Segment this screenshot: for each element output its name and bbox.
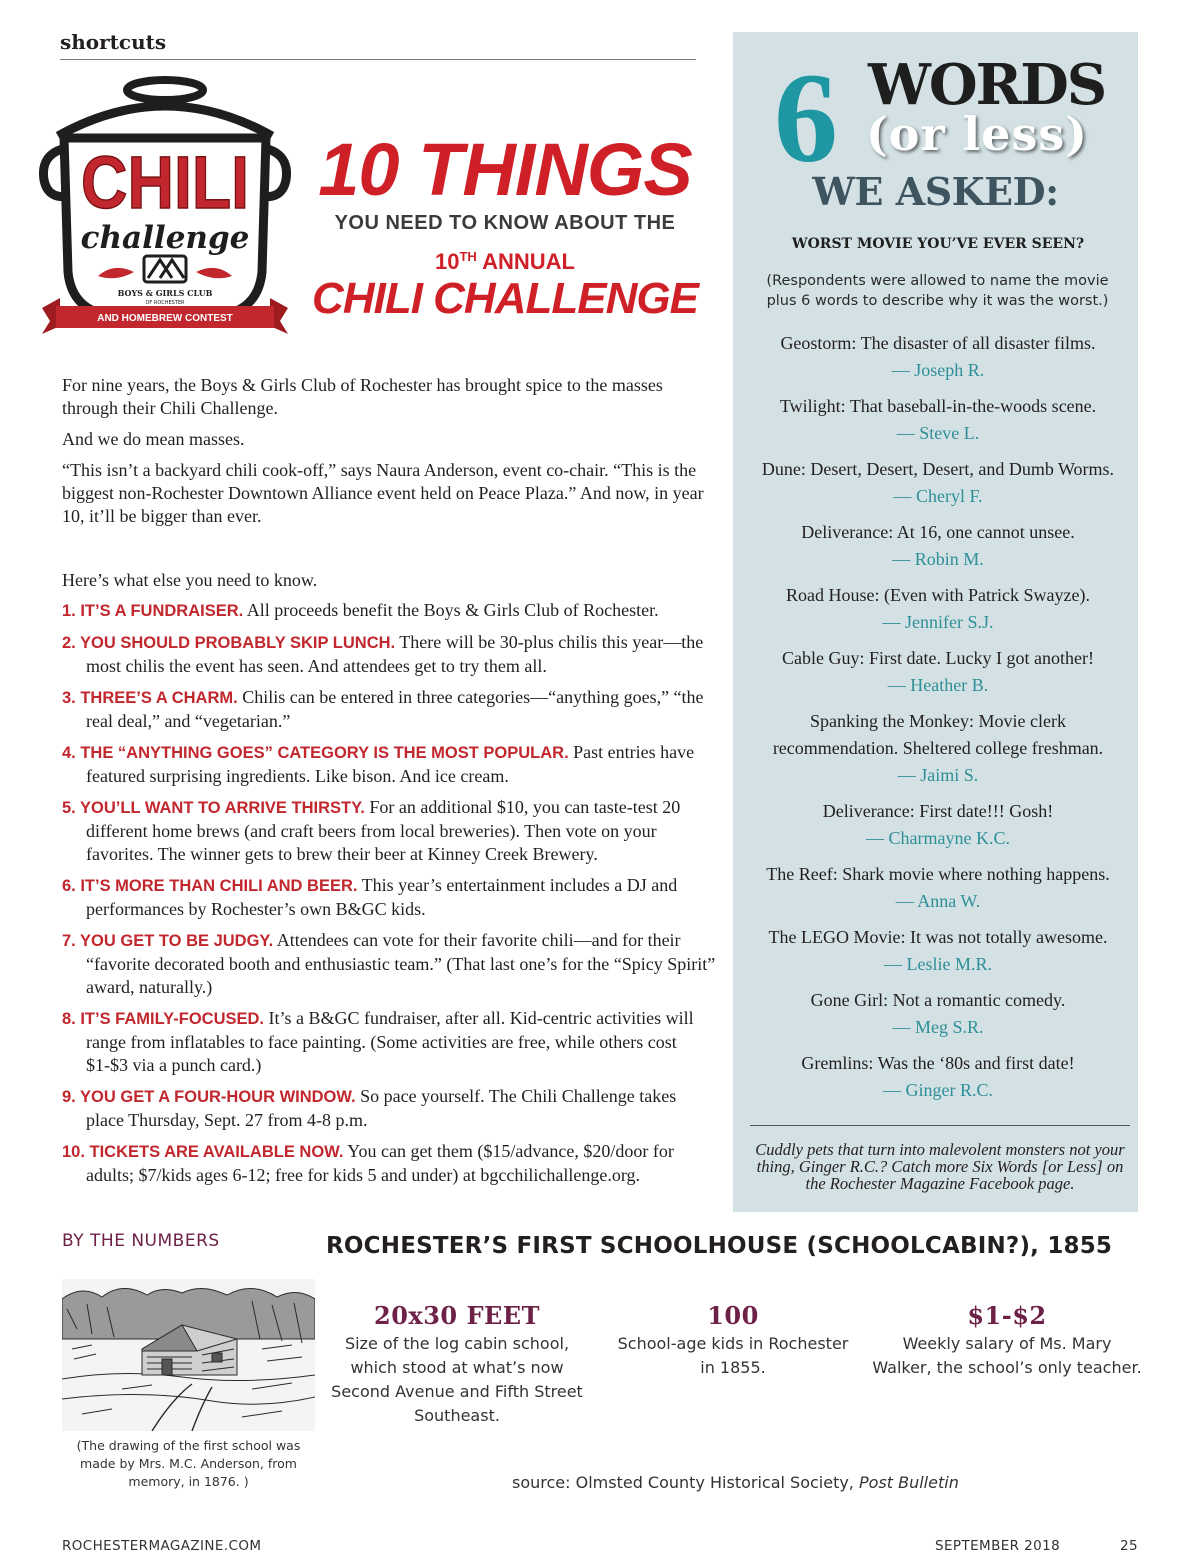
annual-label: ANNUAL <box>476 249 575 274</box>
source-text: source: Olmsted County Historical Society, <box>512 1473 859 1492</box>
answer <box>748 798 1128 852</box>
answer <box>748 861 1128 915</box>
stat-description: Weekly salary of Ms. Mary Walker, the school’s only teacher. <box>872 1334 1142 1377</box>
item-heading: 3. THREE’S A CHARM. <box>62 689 238 707</box>
item-heading: 5. YOU’LL WANT TO ARRIVE THIRSTY. <box>62 799 365 817</box>
answer-author: — Charmayne K.C. <box>866 828 1010 848</box>
by-the-numbers-title: ROCHESTER’S FIRST SCHOOLHOUSE (SCHOOLCABIN?), 1855 <box>326 1233 1113 1259</box>
answer-author: — Cheryl F. <box>893 486 983 506</box>
item-heading: 10. TICKETS ARE AVAILABLE NOW. <box>62 1143 344 1161</box>
answer-text: Road House: (Even with Patrick Swayze). <box>786 585 1090 605</box>
answers-list <box>748 330 1128 1113</box>
headline-annual <box>300 249 710 275</box>
list-item <box>62 686 718 733</box>
answer <box>748 330 1128 384</box>
headline-title: 10 THINGS <box>318 128 692 211</box>
list-item <box>62 599 718 623</box>
annual-ordinal: TH <box>459 249 477 264</box>
or-less-heading: (or less) <box>866 107 1088 161</box>
list-item <box>62 874 718 921</box>
page-number: 25 <box>1120 1538 1138 1554</box>
list-item <box>62 1140 718 1187</box>
stat-value: 100 <box>707 1301 759 1330</box>
answer <box>748 987 1128 1041</box>
list-item <box>62 631 718 678</box>
answer <box>748 924 1128 978</box>
footer-date: SEPTEMBER 2018 <box>935 1538 1061 1554</box>
answer-text: Gone Girl: Not a romantic comedy. <box>810 990 1066 1010</box>
answer <box>748 456 1128 510</box>
item-heading: 4. THE “ANYTHING GOES” CATEGORY IS THE MOST POPULAR. <box>62 744 569 762</box>
source-publication: Post Bulletin <box>858 1473 959 1492</box>
words-heading: WORDS <box>868 52 1106 118</box>
answer-author: — Jaimi S. <box>897 765 979 785</box>
answer-author: — Anna W. <box>895 891 981 911</box>
item-text: For an additional $10, you can taste-test 20 different home brews (and craft beers from local breweries). Then vote on your favorites. The winner gets to brew their beer at Kinney Creek Brewery. <box>86 797 681 864</box>
answer-text: Geostorm: The disaster of all disaster films. <box>780 333 1096 353</box>
six-numeral: 6 <box>774 47 838 189</box>
answer-text: Deliverance: First date!!! Gosh! <box>822 801 1054 821</box>
answer-text: Dune: Desert, Desert, Desert, and Dumb Worms. <box>761 459 1115 479</box>
item-text: All proceeds benefit the Boys & Girls Club of Rochester. <box>243 600 659 620</box>
answer-text: The Reef: Shark movie where nothing happens. <box>766 864 1110 884</box>
answer-text: Cable Guy: First date. Lucky I got another! <box>782 648 1094 668</box>
item-text: It’s a B&GC fundraiser, after all. Kid-centric activities will range from inflatables to face painting. (Some activities are free, while others cost $1-$3 via a punch card.) <box>86 1008 694 1075</box>
stat-salary <box>872 1301 1142 1380</box>
intro-paragraph: “This isn’t a backyard chili cook-off,” says Naura Anderson, event co-chair. “This is the biggest non-Rochester Downtown Alliance event held on Peace Plaza.” And now, in year 10, it’ll be bigger than ever. <box>62 460 704 526</box>
list-item <box>62 1007 718 1077</box>
item-heading: 2. YOU SHOULD PROBABLY SKIP LUNCH. <box>62 634 396 652</box>
answer-text: The LEGO Movie: It was not totally awesome. <box>768 927 1108 947</box>
item-text: Chilis can be entered in three categories—“anything goes,” “the real deal,” and “vegetarian.” <box>86 687 704 731</box>
stat-value: $1-$2 <box>967 1301 1047 1330</box>
intro-paragraph: And we do mean masses. <box>62 429 245 449</box>
section-label: shortcuts <box>60 30 167 54</box>
item-heading: 9. YOU GET A FOUR-HOUR WINDOW. <box>62 1088 356 1106</box>
footer-site: ROCHESTERMAGAZINE.COM <box>62 1538 262 1554</box>
answer <box>748 393 1128 447</box>
answer-author: — Steve L. <box>896 423 980 443</box>
headline-subtitle: YOU NEED TO KNOW ABOUT THE <box>334 212 676 234</box>
answer-text: Spanking the Monkey: Movie clerk recommendation. Sheltered college freshman. <box>772 711 1104 758</box>
item-heading: 1. IT’S A FUNDRAISER. <box>62 602 244 620</box>
logo-banner-text: AND HOMEBREW CONTEST <box>97 313 233 324</box>
list-item <box>62 1085 718 1132</box>
answer-text: Gremlins: Was the ‘80s and first date! <box>801 1053 1075 1073</box>
answer-author: — Leslie M.R. <box>884 954 992 974</box>
headline-event: CHILI CHALLENGE <box>312 274 698 323</box>
answer-author: — Meg S.R. <box>892 1017 984 1037</box>
ten-things-list <box>62 599 718 1195</box>
annual-number: 10 <box>434 249 460 274</box>
answer-author: — Jennifer S.J. <box>882 612 994 632</box>
list-item <box>62 796 718 866</box>
answer-author: — Ginger R.C. <box>883 1080 993 1100</box>
section-divider <box>60 59 696 60</box>
item-text: You can get them ($15/advance, $20/door for adults; $7/kids ages 6-12; free for kids 5 and under) at bgcchilichallenge.org. <box>86 1141 674 1185</box>
survey-question: WORST MOVIE YOU’VE EVER SEEN? <box>791 236 1085 252</box>
item-text: Attendees can vote for their favorite chili—and for their “favorite decorated booth and enthusiastic team.” (That last one’s for the “Spicy Spirit” award, naturally.) <box>86 930 716 997</box>
intro-lead-in: Here’s what else you need to know. <box>62 570 318 590</box>
item-heading: 6. IT’S MORE THAN CHILI AND BEER. <box>62 877 358 895</box>
list-item <box>62 929 718 999</box>
stat-kids <box>608 1301 858 1380</box>
answer-author: — Heather B. <box>887 675 989 695</box>
answer <box>748 645 1128 699</box>
answer-author: — Joseph R. <box>891 360 985 380</box>
answer <box>748 1050 1128 1104</box>
item-text: There will be 30-plus chilis this year—the most chilis the event has seen. And attendees get to try them all. <box>86 632 704 676</box>
sidebar-divider <box>750 1125 1130 1126</box>
stat-description: School-age kids in Rochester in 1855. <box>617 1334 849 1377</box>
stat-value: 20x30 FEET <box>374 1301 540 1330</box>
source-credit <box>512 1473 959 1492</box>
item-heading: 8. IT’S FAMILY-FOCUSED. <box>62 1010 265 1028</box>
stat-description: Size of the log cabin school, which stood at what’s now Second Avenue and Fifth Street Southeast. <box>331 1334 583 1425</box>
intro-paragraph: For nine years, the Boys & Girls Club of Rochester has brought spice to the masses through their Chili Challenge. <box>62 375 663 418</box>
drawing-caption: (The drawing of the first school was made by Mrs. M.C. Anderson, from memory, in 1876. ) <box>76 1438 301 1489</box>
item-heading: 7. YOU GET TO BE JUDGY. <box>62 932 274 950</box>
logo-chili-text: CHILI <box>81 141 249 224</box>
stat-cabin-size <box>330 1301 584 1428</box>
item-text: Past entries have featured surprising ingredients. Like bison. And ice cream. <box>86 742 695 786</box>
answer-text: Twilight: That baseball-in-the-woods scene. <box>779 396 1097 416</box>
by-the-numbers-label: BY THE NUMBERS <box>62 1231 220 1251</box>
answer-author: — Robin M. <box>892 549 984 569</box>
logo-club-name: BOYS & GIRLS CLUB <box>117 288 213 298</box>
item-text: So pace yourself. The Chili Challenge takes place Thursday, Sept. 27 from 4-8 p.m. <box>86 1086 677 1130</box>
answer-text: Deliverance: At 16, one cannot unsee. <box>801 522 1075 542</box>
respondents-note: (Respondents were allowed to name the movie plus 6 words to describe why it was the worst.) <box>766 273 1109 309</box>
chili-challenge-logo <box>36 76 294 338</box>
sidebar-note: Cuddly pets that turn into malevolent monsters not your thing, Ginger R.C.? Catch more Six Words [or Less] on the Rochester Magazine Facebook page. <box>755 1140 1125 1193</box>
logo-challenge-text: challenge <box>80 220 250 256</box>
list-item <box>62 741 718 788</box>
answer <box>748 582 1128 636</box>
answer <box>748 708 1128 789</box>
we-asked-heading: WE ASKED: <box>812 169 1059 214</box>
item-text: This year’s entertainment includes a DJ and performances by Rochester’s own B&GC kids. <box>86 875 678 919</box>
schoolhouse-drawing <box>62 1279 315 1431</box>
logo-club-city: OF ROCHESTER <box>145 300 185 306</box>
intro-text <box>62 374 714 536</box>
headline <box>300 130 710 323</box>
answer <box>748 519 1128 573</box>
